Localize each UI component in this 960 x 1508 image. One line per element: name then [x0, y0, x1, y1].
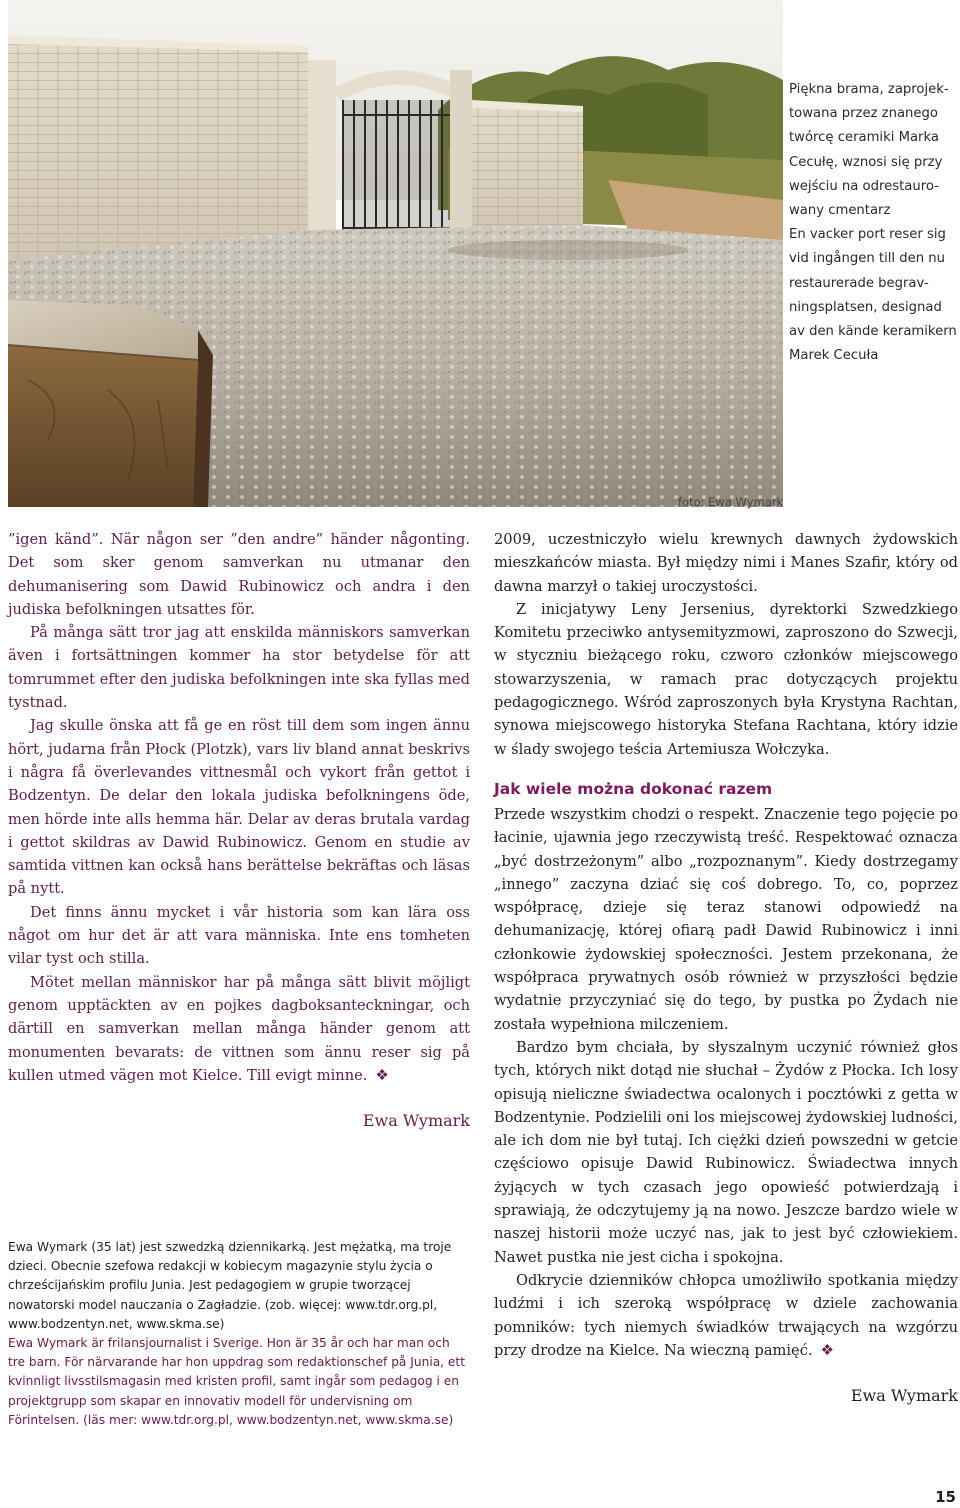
- caption-pl-line: towana przez znanego: [789, 106, 938, 122]
- pl-paragraph: [494, 1269, 958, 1362]
- bio-polish: Ewa Wymark (35 lat) jest szwedzką dziennikarką. Jest mężatką, ma troje dzieci. Obecnie szefowa redakcji w kobiecym magazynie stylu życia o chrześcijańskim profilu Junia. Jest pedagogiem w grupie tworzącej nowatorski model nauczania o Zagładzie. (zob. więcej: www.tdr.org.pl, www.bodzentyn.net, www.skma.se): [8, 1240, 452, 1331]
- sv-paragraph: Det finns ännu mycket i vår historia som kan lära oss något om hur det är att vara människa. Inte ens tomheten vilar tyst och stilla.: [8, 903, 470, 968]
- pl-paragraph-text: Odkrycie dzienników chłopca umożliwiło spotkania między ludźmi i ich szeroką współpracę w dziele zachowania pomników: tych niemych świadków trwających na wzgórzu przy drodze na Kielce. Na wieczną pamięć.: [494, 1271, 958, 1359]
- ornament-icon: ❖: [375, 1065, 389, 1084]
- caption-sv-line: av den kände keramikern: [789, 324, 957, 340]
- photo-caption: [789, 78, 957, 368]
- ornament-icon: ❖: [820, 1340, 834, 1359]
- sv-paragraph: På många sätt tror jag att enskilda människors samverkan även i fortsättningen kommer ha stor betydelse för att tomrummet efter den judiska befolkningen inte ska fyllas med tystnad.: [8, 624, 470, 712]
- author-bio: [8, 1238, 468, 1430]
- sv-paragraph-text: Mötet mellan människor har på många sätt blivit möjligt genom upptäckten av en pojkes dagboksanteckningar, och därtill en samverkan mellan många händer genom att monumenten bevarats: de vittnen som ännu reser sig på kullen utmed vägen mot Kielce. Till evigt minne.: [8, 973, 470, 1084]
- caption-sv-line: vid ingången till den nu: [789, 251, 946, 267]
- author-signature: Ewa Wymark: [362, 1111, 470, 1131]
- caption-sv-line: restaurerade begrav-: [789, 275, 929, 291]
- sv-paragraph: ”igen känd”. När någon ser ”den andre” händer någonting. Det som sker genom samverkan nu utmanar den dehumanisering som Dawid Rubinowicz och andra i den judiska befolkningen utsattes för.: [8, 531, 470, 618]
- pl-paragraph: 2009, uczestniczyło wielu krewnych dawnych żydowskich mieszkańców miasta. Był między nimi i Manes Szafir, który od dawna marzył o takiej uroczystości.: [494, 531, 958, 595]
- pl-paragraph: Przede wszystkim chodzi o respekt. Znaczenie tego pojęcie po łacinie, ujawnia jego rzeczywistą treść. Respektować oznacza „być dostrzeżonym” albo „rozpoznanym”. Kiedy dostrzegamy „innego” zaczyna dziać się coś dobrego. To, co, poprzez współpracę, dzieje się teraz stanowi odpowiedź na dehumanizację, której ofiarą padł Dawid Rubinowicz i inni członkowie żydowskiej społeczności. Jestem przekonana, że współpraca prywatnych osób również w przyszłości będzie wydatnie przyczyniać się do tego, by pustka po Żydach nie została wypełniona milczeniem.: [494, 805, 958, 1033]
- swedish-column: [8, 528, 470, 1132]
- caption-pl-line: wany cmentarz: [789, 203, 891, 219]
- author-signature: Ewa Wymark: [850, 1386, 958, 1406]
- caption-pl-line: twórcę ceramiki Marka: [789, 130, 939, 146]
- caption-pl-line: Cecułę, wznosi się przy: [789, 154, 943, 170]
- caption-sv-line: ningsplatsen, designad: [789, 299, 942, 315]
- photo-credit: foto: Ewa Wymark: [678, 495, 784, 509]
- cemetery-gate-photo: [8, 0, 783, 507]
- caption-sv-line: Marek Cecuła: [789, 348, 879, 364]
- page-number: 15: [935, 1488, 956, 1506]
- caption-sv-line: En vacker port reser sig: [789, 227, 946, 243]
- pl-paragraph: Z inicjatywy Leny Jersenius, dyrektorki Szwedzkiego Komitetu przeciwko antysemityzmowi, zaproszono do Szwecji, w styczniu bieżącego roku, czworo członków miejscowego stowarzyszenia, w ramach prac dotyczących projektu pedagogicznego. Wśród zaproszonych była Krystyna Rachtan, synowa miejscowego historyka Stefana Rachtana, który idzie w ślady swojego teścia Artemiusza Wołczyka.: [494, 600, 958, 758]
- polish-column: [494, 528, 958, 1407]
- caption-pl-line: Piękna brama, zaprojek-: [789, 82, 949, 97]
- pl-paragraph: Bardzo bym chciała, by słyszalnym uczynić również głos tych, których nikt dotąd nie słuchał – Żydów z Płocka. Ich losy opisują nieliczne świadectwa ocalonych i pocztówki z getta w Bodzentynie. Podzielili oni los miejscowej żydowskiej ludności, ale ich dom nie był tutaj. Ich ciężki dzień powszedni w getcie częściowo opisuje Dawid Rubinowicz. Świadectwa innych żyjących w tych czasach jego opowieść potwierdzają i sprawiają, że odczytujemy ją na nowo. Jeszcze bardzo wiele w naszej historii może uczyć nas, jak to jest być człowiekiem. Nawet pustka nie jest cicha i spokojna.: [494, 1038, 958, 1266]
- caption-pl-line: wejściu na odrestauro-: [789, 178, 939, 194]
- sv-paragraph: Jag skulle önska att få ge en röst till dem som ingen ännu hört, judarna från Płock (Plotzk), vars liv bland annat beskrivs i några få överlevandes vittnesmål och vykort från gettot i Bodzentyn. De delar den lokala judiska befolkningens öde, men hörde inte alls hemma här. Delar av deras brutala vardag i gettot skildras av Dawid Rubinowicz. Genom en studie av samtida vittnen kan också hans berättelse bekräftas och läsas på nytt.: [8, 717, 470, 898]
- sv-paragraph: [8, 971, 470, 1087]
- section-heading: Jak wiele można dokonać razem: [494, 779, 773, 798]
- bio-swedish: Ewa Wymark är frilansjournalist i Sverige. Hon är 35 år och har man och tre barn. För närvarande har hon uppdrag som redaktionschef på Junia, ett kvinnligt livsstilsmagasin med kristen profil, samt ingår som pedagog i en projektgrupp som skapar en innovativ modell för undervisning om Förintelsen. (läs mer: www.tdr.org.pl, www.bodzentyn.net, www.skma.se): [8, 1336, 465, 1427]
